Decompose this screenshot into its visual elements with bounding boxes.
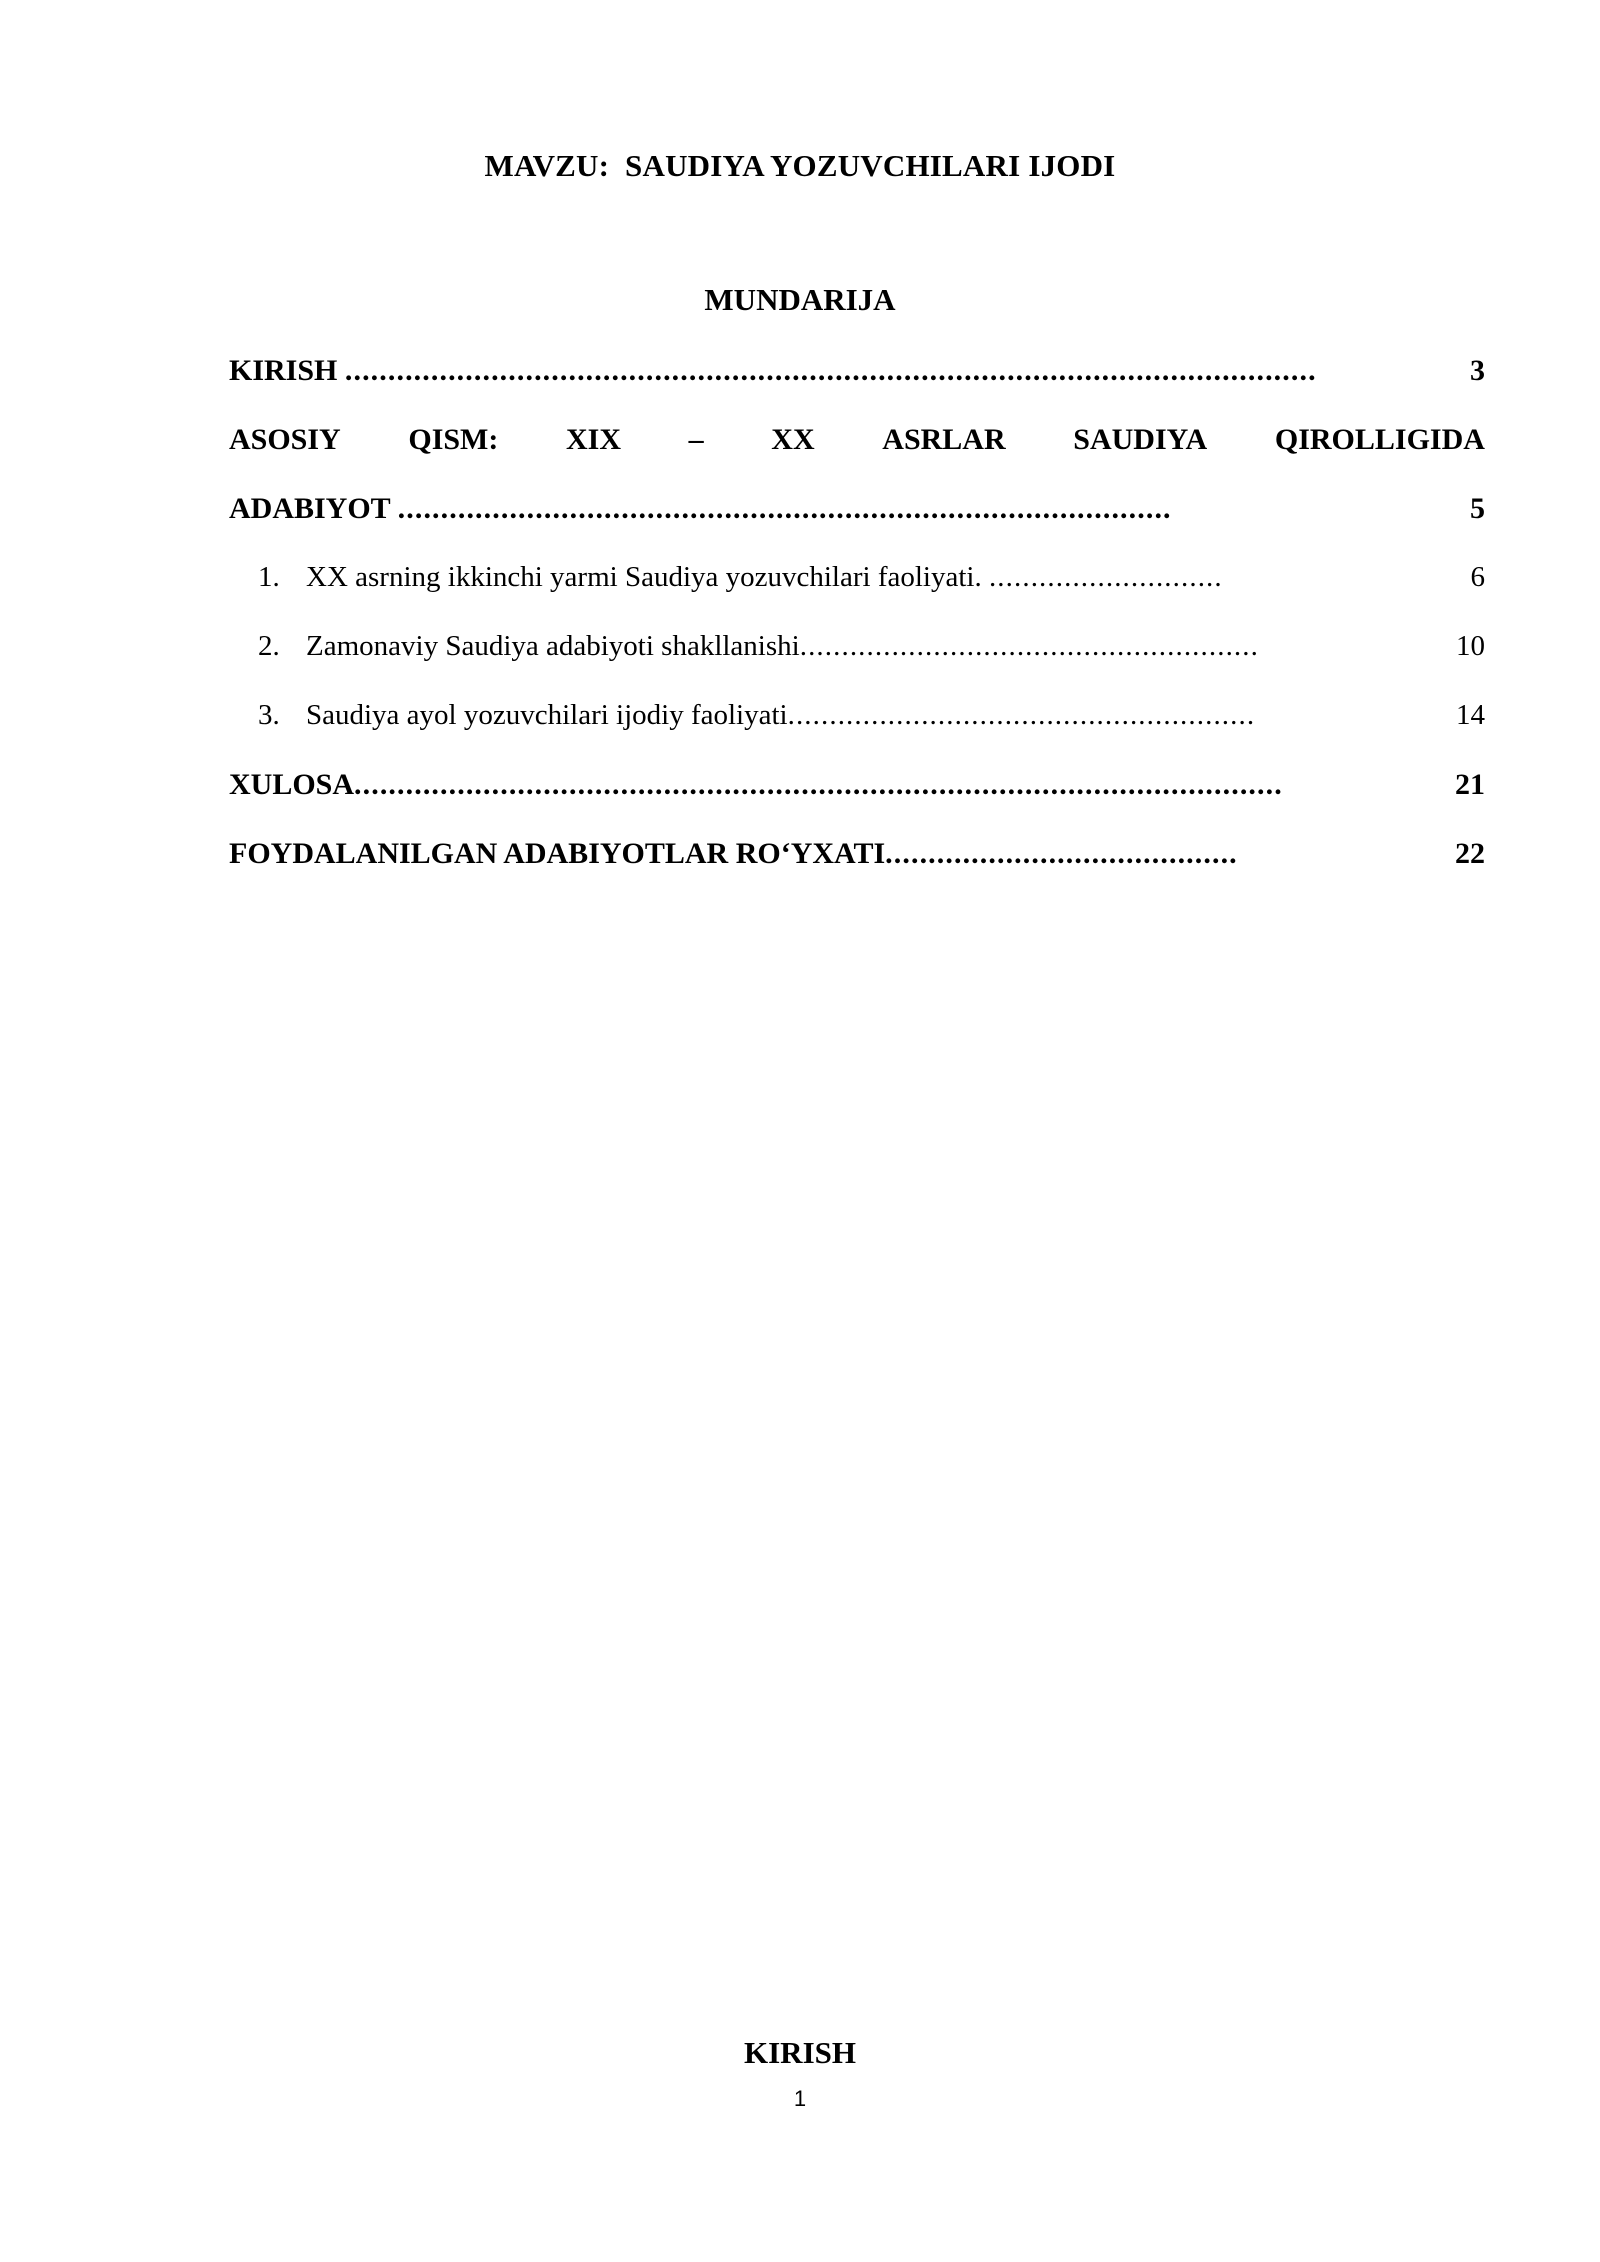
- toc-dot-leader: ............................................................................................................: [354, 768, 1283, 801]
- toc-dot-leader: .......................................................: [799, 630, 1259, 662]
- toc-entry-label: XULOSA: [229, 768, 355, 801]
- toc-dot-leader: ........................................................: [787, 699, 1256, 731]
- toc-entry-subsection-1[interactable]: [229, 543, 1485, 612]
- toc-page-number: 21: [1455, 768, 1485, 801]
- table-of-contents-heading: MUNDARIJA: [704, 282, 896, 317]
- toc-page-number: 6: [1470, 561, 1485, 593]
- toc-page-number: 3: [1470, 354, 1485, 387]
- toc-page-number: 10: [1456, 630, 1485, 662]
- toc-word: ASOSIY: [229, 423, 341, 456]
- toc-entry-label: KIRISH: [229, 354, 345, 387]
- toc-word: SAUDIYA: [1073, 423, 1208, 456]
- footer-page-number: 1: [793, 2086, 807, 2111]
- toc-word: XX: [771, 423, 815, 456]
- toc-entry-label: FOYDALANILGAN ADABIYOTLAR RO‘YXATI: [229, 837, 886, 870]
- table-of-contents: [229, 336, 1485, 888]
- toc-entry-label: XX asrning ikkinchi yarmi Saudiya yozuvchilari faoliyati.: [306, 561, 989, 593]
- toc-entry-references[interactable]: [229, 819, 1485, 888]
- toc-page-number: 14: [1456, 699, 1485, 731]
- toc-entry-label-line-2: [229, 474, 1485, 543]
- document-title: MAVZU: SAUDIYA YOZUVCHILARI IJODI: [484, 148, 1116, 183]
- toc-word: QIROLLIGIDA: [1274, 423, 1485, 456]
- toc-entry-xulosa[interactable]: [229, 750, 1485, 819]
- toc-entry-subsection-3[interactable]: [229, 681, 1485, 750]
- toc-word: ASRLAR: [882, 423, 1006, 456]
- toc-page-number: 5: [1470, 492, 1485, 525]
- toc-entry-subsection-2[interactable]: [229, 612, 1485, 681]
- toc-entry-number: 3.: [258, 699, 280, 731]
- toc-entry-number: 1.: [258, 561, 280, 593]
- section-heading-kirish: KIRISH: [744, 2035, 856, 2070]
- toc-page-number: 22: [1455, 837, 1485, 870]
- toc-word: –: [688, 423, 704, 456]
- toc-dot-leader: .................................................................................................................: [344, 354, 1317, 387]
- toc-entry-kirish[interactable]: [229, 336, 1485, 405]
- toc-entry-number: 2.: [258, 630, 280, 662]
- toc-entry-label: ADABIYOT: [229, 492, 398, 525]
- toc-word: XIX: [566, 423, 622, 456]
- toc-dot-leader: ..........................................................................................: [397, 492, 1172, 525]
- toc-dot-leader: ............................: [988, 561, 1223, 593]
- toc-word: QISM:: [408, 423, 499, 456]
- toc-dot-leader: .........................................: [885, 837, 1238, 870]
- toc-entry-label: Zamonaviy Saudiya adabiyoti shakllanishi: [306, 630, 800, 662]
- toc-entry-asosiy-qism[interactable]: [229, 405, 1485, 543]
- toc-entry-label: Saudiya ayol yozuvchilari ijodiy faoliyati: [306, 699, 788, 731]
- toc-entry-label-line-1: [229, 405, 1485, 474]
